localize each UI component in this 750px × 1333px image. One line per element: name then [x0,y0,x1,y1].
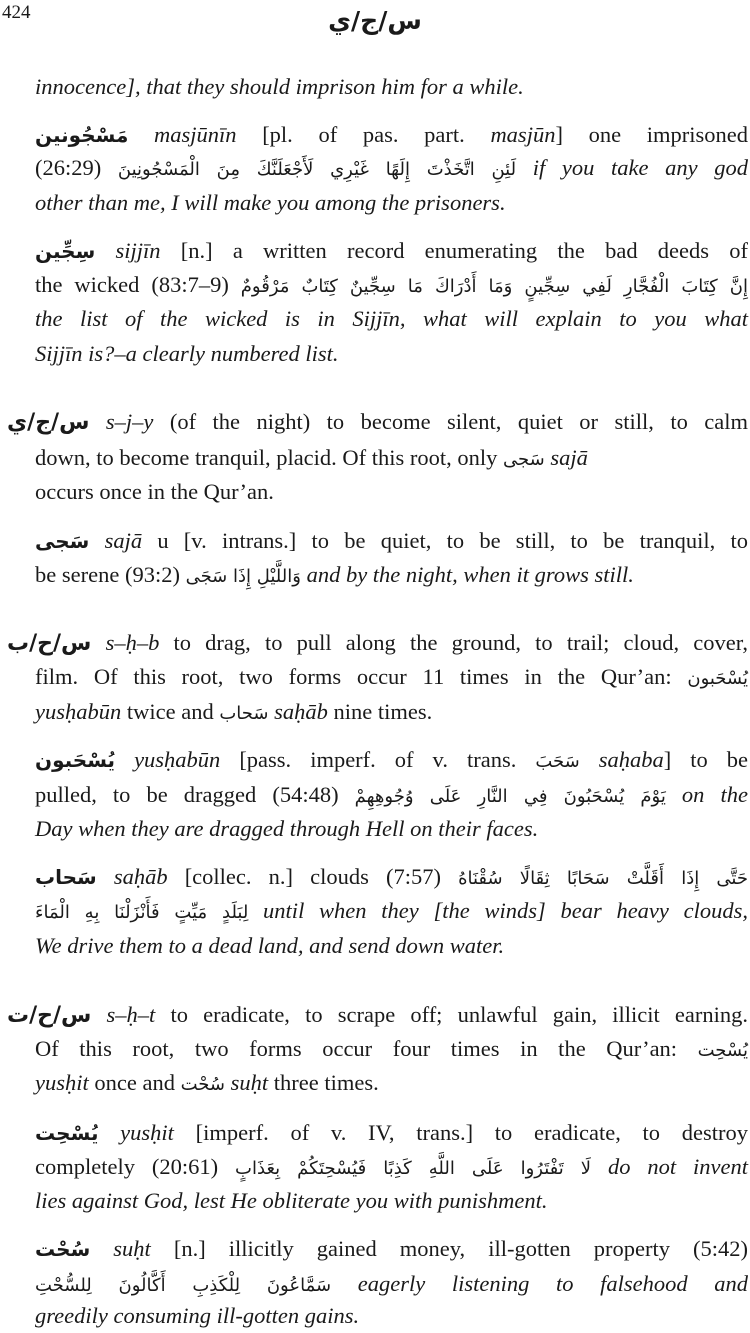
page-number: 424 [2,2,31,23]
text-line: occurs once in the Qur’an. [35,479,274,504]
root-transliteration: s–j–y [89,409,154,434]
text-line: سَمَّاعُونَ لِلْكَذِبِ أَكَّالُونَ لِلسُّحْتِ eagerly listening to falsehood and [35,1271,748,1296]
headword-arabic: يُسْحَبون [35,748,116,772]
entry-sahab: سَحاب saḥāb [collec. n.] clouds (7:57) حَتَّى إِذَا أَقَلَّتْ سَحَابًا ثِقَالًا سُقْنَاهُ [35,864,748,889]
entry-suht: سُحْت suḥt [n.] illicitly gained money, ill-gotten property (5:42) [35,1236,748,1261]
quran-quote: لَئِنِ اتَّخَذْتَ إِلَهًا غَيْرِي لَأَجْعَلَنَّكَ مِنَ الْمَسْجُونِينَ [117,159,517,180]
text-line: Of this root, two forms occur four times in the Qur’an: يُسْحِت [35,1036,748,1061]
entry-masjunin: مَسْجُونين masjūnīn [pl. of pas. part. masjūn] one imprisoned [35,122,748,147]
text-line: lies against God, lest He obliterate you with punishment. [35,1188,548,1213]
root-entry-s-h-b: س/ح/ب s–ḥ–b to drag, to pull along the ground, to trail; cloud, cover, [7,630,748,656]
headword-transliteration: suḥt [90,1236,151,1261]
root-entry-s-h-t: س/ح/ت s–ḥ–t to eradicate, to scrape off; unlawful gain, illicit earning. [7,1002,748,1028]
headword-arabic: سَحاب [35,865,97,889]
text-line: the list of the wicked is in Sijjīn, what will explain to you what [35,306,748,331]
quran-quote: وَاللَّيْلِ إِذَا سَجَى [185,566,301,587]
quran-quote: يَوْمَ يُسْحَبُونَ فِي النَّارِ عَلَى وُجُوهِهِمْ [354,786,666,807]
text-line: yusḥabūn twice and سَحاب saḥāb nine times. [35,699,433,724]
root-letters: س/ح/ب [7,631,92,656]
text-line: (26:29) لَئِنِ اتَّخَذْتَ إِلَهًا غَيْرِي لَأَجْعَلَنَّكَ مِنَ الْمَسْجُونِينَ if you take any god [35,155,748,180]
text-line: greedily consuming ill-gotten gains. [35,1303,360,1328]
headword-transliteration: yusḥit [98,1120,174,1145]
text-line: pulled, to be dragged (54:48) يَوْمَ يُسْحَبُونَ فِي النَّارِ عَلَى وُجُوهِهِمْ on the [35,782,748,807]
headword-arabic: مَسْجُونين [35,123,129,147]
headword-transliteration: masjūnīn [128,122,237,147]
entry-sijjin: سِجِّين sijjīn [n.] a written record enumerating the bad deeds of [35,238,748,263]
text-line: down, to become tranquil, placid. Of this root, only سَجى sajā [35,445,588,470]
text-line: film. Of this root, two forms occur 11 times in the Qur’an: يُسْحَبون [35,664,748,689]
quran-quote: لَا تَفْتَرُوا عَلَى اللَّهِ كَذِبًا فَيُسْحِتَكُمْ بِعَذَابٍ [235,1158,592,1179]
text-line: be serene (93:2) وَاللَّيْلِ إِذَا سَجَى and by the night, when it grows still. [35,562,634,587]
text-line: Sijjīn is?–a clearly numbered list. [35,341,339,366]
headword-arabic: سُحْت [35,1237,91,1261]
text-line: the wicked (83:7–9) إِنَّ كِتَابَ الْفُجَّارِ لَفِي سِجِّينٍ وَمَا أَدْرَاكَ مَا سِجِّينٌ كِتَابٌ مَرْقُومٌ [35,272,749,297]
headword-transliteration: saḥāb [96,864,168,889]
headword-arabic: سِجِّين [35,239,96,263]
root-letters: س/ح/ت [7,1003,92,1028]
text-line: We drive them to a dead land, and send down water. [35,933,505,958]
headword-transliteration: yusḥabūn [115,747,221,772]
root-letters: س/ج/ي [7,410,90,435]
root-transliteration: s–ḥ–b [91,630,160,655]
text-line: completely (20:61) لَا تَفْتَرُوا عَلَى اللَّهِ كَذِبًا فَيُسْحِتَكُمْ بِعَذَابٍ do not invent [35,1154,749,1179]
headword-arabic: سَجى [35,529,90,553]
running-head: س/ج/ي [328,6,422,35]
headword-arabic: يُسْحِت [35,1121,99,1145]
text-line: innocence], that they should imprison him for a while. [35,74,524,99]
quran-quote: لِبَلَدٍ مَيِّتٍ فَأَنْزَلْنَا بِهِ الْمَاءَ [35,902,249,923]
quran-quote: إِنَّ كِتَابَ الْفُجَّارِ لَفِي سِجِّينٍ وَمَا أَدْرَاكَ مَا سِجِّينٌ كِتَابٌ مَرْقُومٌ [240,276,749,297]
text-line: Day when they are dragged through Hell on their faces. [35,816,539,841]
text-line: لِبَلَدٍ مَيِّتٍ فَأَنْزَلْنَا بِهِ الْمَاءَ until when they [the winds] bear heavy clouds, [35,898,749,923]
root-transliteration: s–ḥ–t [91,1002,156,1027]
root-entry-s-j-y: س/ج/ي s–j–y (of the night) to become silent, quiet or still, to calm [7,409,748,435]
text-line: yusḥit once and سُحْت suḥt three times. [35,1070,379,1095]
quran-quote: سَمَّاعُونَ لِلْكَذِبِ أَكَّالُونَ لِلسُّحْتِ [35,1275,332,1296]
headword-transliteration: sajā [89,528,143,553]
quran-quote: حَتَّى إِذَا أَقَلَّتْ سَحَابًا ثِقَالًا سُقْنَاهُ [458,868,748,889]
headword-transliteration: sijjīn [95,238,161,263]
entry-yushabun: يُسْحَبون yusḥabūn [pass. imperf. of v. trans. سَحَبَ saḥaba] to be [35,747,748,772]
text-line: other than me, I will make you among the prisoners. [35,190,506,215]
entry-yushit: يُسْحِت yusḥit [imperf. of v. IV, trans.] to eradicate, to destroy [35,1120,748,1145]
entry-saja: سَجى sajā u [v. intrans.] to be quiet, to be still, to be tranquil, to [35,528,748,553]
